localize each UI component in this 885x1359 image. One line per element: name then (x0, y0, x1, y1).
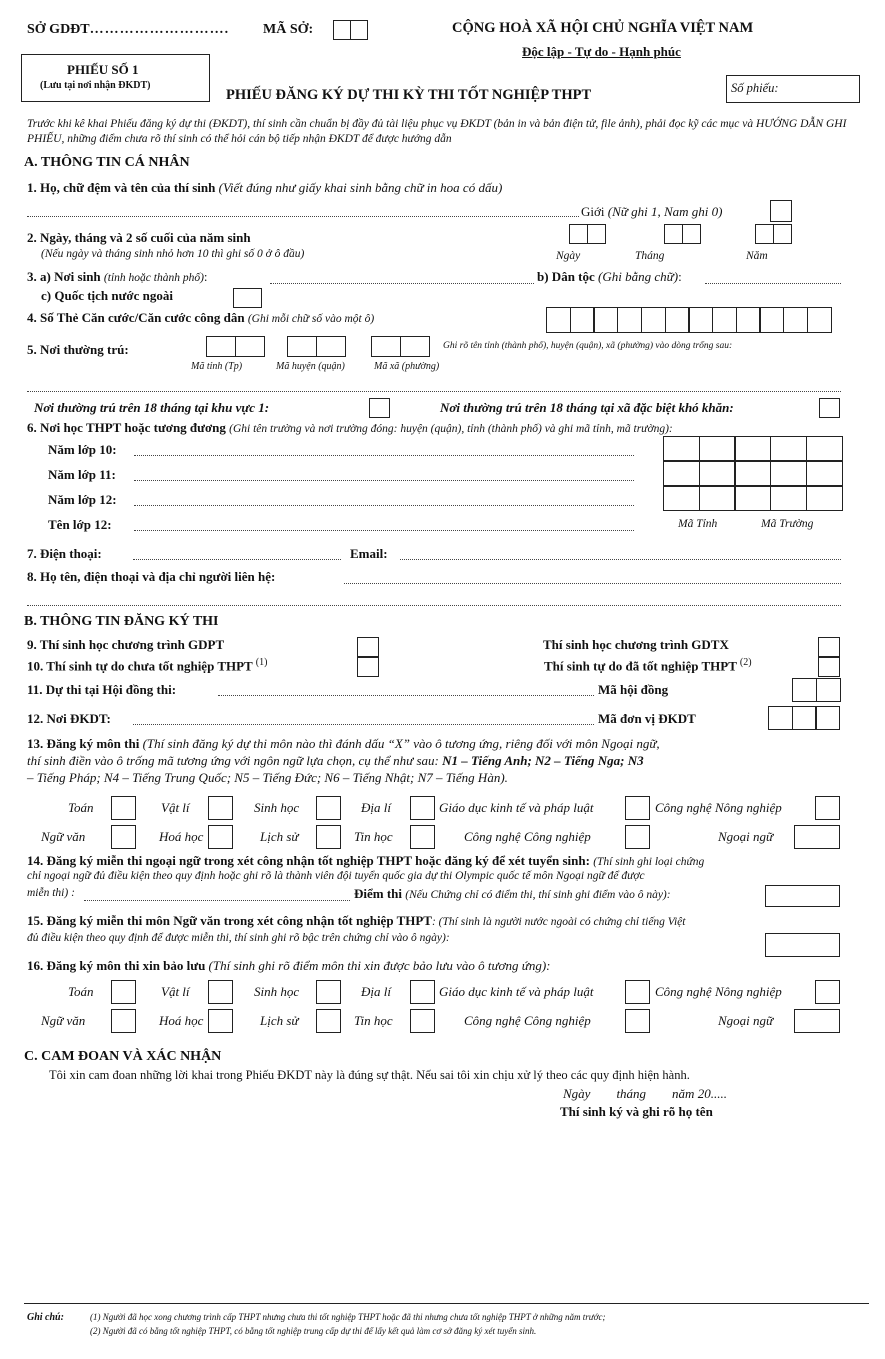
diem-thi-box[interactable] (765, 885, 840, 907)
q5: 5. Nơi thường trú: (27, 342, 129, 357)
q16-box-hoa-hoc[interactable] (208, 1009, 233, 1033)
q16-subject-sinh-hoc: Sinh học (254, 984, 300, 999)
q12: 12. Nơi ĐKDT: (27, 711, 111, 726)
tu-do-chua-tn-box[interactable] (357, 657, 379, 677)
footer-rule (24, 1303, 869, 1304)
q1: 1. Họ, chữ đệm và tên của thí sinh (Viết đúng như giấy khai sinh bằng chữ in hoa có dấu) (27, 180, 503, 195)
q16-box-dia-li[interactable] (410, 980, 435, 1004)
lop12-label: Năm lớp 12: (48, 492, 117, 507)
dbkk-label: Nơi thường trú trên 18 tháng tại xã đặc biệt khó khăn: (440, 400, 734, 415)
q3a: 3. a) Nơi sinh (tỉnh hoặc thành phố): (27, 269, 208, 284)
q16-subject-vat-li: Vật lí (161, 984, 190, 999)
q16-subject-hoa-hoc: Hoá học (159, 1013, 204, 1028)
q13-subject-toan: Toán (68, 800, 94, 815)
lop10-ma-boxes[interactable] (663, 436, 842, 461)
q13-box-lich-su[interactable] (316, 825, 341, 849)
q16-subject-ngoai-ngu: Ngoại ngữ (718, 1013, 774, 1028)
q16-box-ngu-van[interactable] (111, 1009, 136, 1033)
q7: 7. Điện thoại: (27, 546, 102, 561)
q13-box-dia-li[interactable] (410, 796, 435, 820)
ma-don-vi-label: Mã đơn vị ĐKDT (598, 711, 696, 726)
hoi-dong-line[interactable] (218, 695, 594, 696)
phone-line[interactable] (133, 559, 341, 560)
cam-doan-text: Tôi xin cam đoan những lời khai trong Phiếu ĐKDT này là đúng sự thật. Nếu sai tôi xin chịu xử lý theo các quy định hiện hành. (49, 1068, 690, 1082)
q16-subject-gdkt: Giáo dục kinh tế và pháp luật (439, 984, 594, 999)
q16-subject-cn-nong-nghiep: Công nghệ Nông nghiệp (655, 984, 782, 999)
q13-subject-ngu-van: Ngữ văn (41, 829, 86, 844)
q5-note: Ghi rõ tên tỉnh (thành phố), huyện (quận), xã (phường) vào dòng trống sau: (443, 341, 733, 351)
q16-box-cn-nong-nghiep[interactable] (815, 980, 840, 1004)
q14-line2: chỉ ngoại ngữ đủ điều kiện theo quy định hoặc ghi rõ là thành viên đội tuyển quốc gia dự thi Olympic quốc tế môn Ngoại ngữ để được (27, 870, 645, 882)
diem-thi-label: Điểm thi (Nếu Chứng chỉ có điểm thi, thí sinh ghi điểm vào ô này): (354, 886, 671, 901)
thuong-tru-line[interactable] (27, 391, 841, 392)
q16-box-tin-hoc[interactable] (410, 1009, 435, 1033)
q13-box-gdkt[interactable] (625, 796, 650, 820)
ma-don-vi-boxes[interactable] (768, 706, 839, 730)
day-label: Ngày (556, 250, 581, 262)
q14-line1: 14. Đăng ký miễn thi ngoại ngữ trong xét công nhận tốt nghiệp THPT hoặc đăng ký để xét tuyển sinh: (Thí sinh ghi loại chứng (27, 853, 705, 868)
year-boxes[interactable] (755, 224, 790, 244)
ma-so-boxes[interactable] (333, 20, 366, 40)
year-label: Năm (746, 250, 768, 262)
luu-tai: (Lưu tại nơi nhận ĐKDT) (40, 80, 151, 91)
q13-subject-cn-cong-nghiep: Công nghệ Công nghiệp (464, 829, 591, 844)
q13-line1: 13. Đăng ký môn thi (Thí sinh đăng ký dự thi môn nào thì đánh dấu “X” vào ô tương ứng, riêng đối với môn Ngoại ngữ, (27, 736, 660, 751)
day-boxes[interactable] (569, 224, 604, 244)
q16-box-ngoai-ngu[interactable] (794, 1009, 840, 1033)
q16-subject-cn-cong-nghiep: Công nghệ Công nghiệp (464, 1013, 591, 1028)
q13-line3: – Tiếng Pháp; N4 – Tiếng Trung Quốc; N5 – Tiếng Đức; N6 – Tiếng Nhật; N7 – Tiếng Hàn). (27, 770, 508, 785)
q13-subject-lich-su: Lịch sử (260, 829, 299, 844)
lien-he-line-2[interactable] (27, 605, 841, 606)
q16-subject-dia-li: Địa lí (361, 984, 391, 999)
q10: 10. Thí sinh tự do chưa tốt nghiệp THPT $^{(1)}$ (27, 657, 268, 674)
footer-label: Ghi chú: (27, 1312, 64, 1323)
q13-box-toan[interactable] (111, 796, 136, 820)
q13-subject-gdkt: Giáo dục kinh tế và pháp luật (439, 800, 594, 815)
ma-xa-label: Mã xã (phường) (374, 361, 440, 372)
lop12-line[interactable] (134, 505, 634, 506)
sign-date: Ngày tháng năm 20..... (563, 1086, 727, 1101)
q2-note: (Nếu ngày và tháng sinh nhỏ hơn 10 thì ghi số 0 ở ô đầu) (41, 248, 305, 260)
q13-box-ngoai-ngu[interactable] (794, 825, 840, 849)
q16-box-gdkt[interactable] (625, 980, 650, 1004)
quoc-tich-box[interactable] (233, 288, 262, 308)
ten-lop12-line[interactable] (134, 530, 634, 531)
ma-tinh-tp-label: Mã tỉnh (Tp) (191, 361, 243, 372)
gender-label: Giới (Nữ ghi 1, Nam ghi 0) (581, 204, 723, 219)
gdpt-box[interactable] (357, 637, 379, 657)
q13-box-hoa-hoc[interactable] (208, 825, 233, 849)
q13-subject-ngoai-ngu: Ngoại ngữ (718, 829, 774, 844)
q13-box-ngu-van[interactable] (111, 825, 136, 849)
q16-subject-tin-hoc: Tin học (354, 1013, 393, 1028)
lop11-ma-boxes[interactable] (663, 461, 842, 486)
footer-note-1: (1) Người đã học xong chương trình cấp THPT nhưng chưa thi tốt nghiệp THPT hoặc đã thi nhưng chưa tốt nghiệp THPT ở những năm trước; (90, 1312, 606, 1322)
form-title: PHIẾU ĐĂNG KÝ DỰ THI KỲ THI TỐT NGHIỆP THPT (226, 87, 592, 103)
q10b: Thí sinh tự do đã tốt nghiệp THPT $^{(2)}$ (544, 657, 752, 674)
ma-huyen-label: Mã huyện (quận) (276, 361, 345, 372)
kv1-label: Nơi thường trú trên 18 tháng tại khu vực 1: (34, 400, 270, 415)
q13-subject-cn-nong-nghiep: Công nghệ Nông nghiệp (655, 800, 782, 815)
gdtx-box[interactable] (818, 637, 840, 657)
name-line[interactable] (27, 216, 579, 217)
q13-line2: thí sinh điền vào ô trống mã tương ứng với ngôn ngữ lựa chọn, cụ thể như sau: N1 – Tiếng Anh; N2 – Tiếng Nga; N3 (27, 753, 644, 768)
q13-box-sinh-hoc[interactable] (316, 796, 341, 820)
email-label: Email: (350, 546, 388, 561)
q15-line1: 15. Đăng ký miễn thi môn Ngữ văn trong xét công nhận tốt nghiệp THPT: (Thí sinh là người nước ngoài có chứng chỉ tiếng Việt (27, 913, 686, 928)
lop11-line[interactable] (134, 480, 634, 481)
motto: Độc lập - Tự do - Hạnh phúc (522, 44, 681, 59)
q13-box-cn-cong-nghiep[interactable] (625, 825, 650, 849)
section-c-title: C. CAM ĐOAN VÀ XÁC NHẬN (24, 1049, 222, 1064)
q16-box-sinh-hoc[interactable] (316, 980, 341, 1004)
q14-line[interactable] (84, 900, 350, 901)
ma-truong-label: Mã Trường (761, 518, 814, 530)
intro-text: Trước khi kê khai Phiếu đăng ký dự thi (ĐKDT), thí sinh cần chuẩn bị đầy đủ tài liệu phục vụ ĐKDT (bản in và bản điện tử, file ảnh), phải đọc kỹ các mục và HƯỚNG DẪN GHI PHIẾU, những điểm chưa rõ thí sinh có thể hỏi cán bộ tiếp nhận ĐKDT để được hướng dẫn (27, 118, 847, 145)
dan-toc-line[interactable] (705, 283, 841, 284)
ma-hoi-dong-boxes[interactable] (792, 678, 839, 702)
month-label: Tháng (635, 250, 665, 262)
q13-subject-sinh-hoc: Sinh học (254, 800, 300, 815)
so-phieu-label: Số phiếu: (731, 81, 779, 95)
q3b: b) Dân tộc (Ghi bằng chữ): (537, 269, 682, 284)
lop10-line[interactable] (134, 455, 634, 456)
q8: 8. Họ tên, điện thoại và địa chỉ người liên hệ: (27, 569, 276, 584)
ma-xa-boxes[interactable] (371, 336, 428, 357)
q13-subject-hoa-hoc: Hoá học (159, 829, 204, 844)
q15-line2: đủ điều kiện theo quy định để được miễn thi, thí sinh ghi rõ bậc trên chứng chỉ vào ô ngày): (27, 932, 450, 944)
cccd-boxes[interactable] (546, 307, 830, 333)
q16-box-cn-cong-nghiep[interactable] (625, 1009, 650, 1033)
q13-subject-vat-li: Vật lí (161, 800, 190, 815)
ma-huyen-boxes[interactable] (287, 336, 344, 357)
footer-note-2: (2) Người đã có bằng tốt nghiệp THPT, có bằng tốt nghiệp trung cấp dự thi để lấy kết quả làm cơ sở đăng ký xét tuyển sinh. (90, 1326, 537, 1336)
q16-box-toan[interactable] (111, 980, 136, 1004)
section-a-title: A. THÔNG TIN CÁ NHÂN (24, 155, 190, 170)
so-gddt-label: SỞ GDĐT………………………. (27, 22, 230, 37)
gender-box[interactable] (770, 200, 792, 222)
q16-subject-lich-su: Lịch sử (260, 1013, 299, 1028)
q13-box-tin-hoc[interactable] (410, 825, 435, 849)
q16-box-vat-li[interactable] (208, 980, 233, 1004)
lop11-label: Năm lớp 11: (48, 467, 116, 482)
lien-he-line[interactable] (344, 583, 841, 584)
q16-box-lich-su[interactable] (316, 1009, 341, 1033)
noi-dkdt-line[interactable] (133, 724, 594, 725)
sign-label: Thí sinh ký và ghi rõ họ tên (560, 1104, 713, 1119)
section-b-title: B. THÔNG TIN ĐĂNG KÝ THI (24, 614, 219, 629)
q3c: c) Quốc tịch nước ngoài (41, 288, 173, 303)
q14-line3: miễn thi) : (27, 887, 75, 899)
ten-lop12-label: Tên lớp 12: (48, 517, 112, 532)
q6: 6. Nơi học THPT hoặc tương đương (Ghi tên trường và nơi trường đóng: huyện (quận), tỉnh (thành phố) và ghi mã tỉnh, mã trường): (27, 420, 673, 435)
q13-subject-tin-hoc: Tin học (354, 829, 393, 844)
ma-so-label: MÃ SỞ: (263, 22, 314, 37)
q16-subject-ngu-van: Ngữ văn (41, 1013, 86, 1028)
kv1-box[interactable] (369, 398, 390, 418)
q9: 9. Thí sinh học chương trình GDPT (27, 637, 225, 652)
q11: 11. Dự thi tại Hội đồng thi: (27, 682, 177, 697)
lop10-label: Năm lớp 10: (48, 442, 117, 457)
q13-box-vat-li[interactable] (208, 796, 233, 820)
email-line[interactable] (400, 559, 841, 560)
ma-tinh-label: Mã Tỉnh (678, 518, 718, 530)
q15-box[interactable] (765, 933, 840, 957)
noi-sinh-line[interactable] (270, 283, 534, 284)
ma-tinh-boxes[interactable] (206, 336, 263, 357)
lop12-ma-boxes[interactable] (663, 486, 842, 511)
q2: 2. Ngày, tháng và 2 số cuối của năm sinh (27, 230, 251, 245)
tu-do-da-tn-box[interactable] (818, 657, 840, 677)
gdtx-label: Thí sinh học chương trình GDTX (543, 637, 729, 652)
phieu-so: PHIẾU SỐ 1 (67, 62, 139, 77)
month-boxes[interactable] (664, 224, 699, 244)
q16-subject-toan: Toán (68, 984, 94, 999)
q13-box-cn-nong-nghiep[interactable] (815, 796, 840, 820)
q4: 4. Số Thẻ Căn cước/Căn cước công dân (Ghi mỗi chữ số vào một ô) (27, 310, 375, 325)
q13-subject-dia-li: Địa lí (361, 800, 391, 815)
nation-title: CỘNG HOÀ XÃ HỘI CHỦ NGHĨA VIỆT NAM (452, 20, 754, 36)
dbkk-box[interactable] (819, 398, 840, 418)
q16: 16. Đăng ký môn thi xin bảo lưu (Thí sinh ghi rõ điểm môn thi xin được bảo lưu vào ô tương ứng): (27, 958, 551, 973)
ma-hoi-dong-label: Mã hội đồng (598, 682, 669, 697)
